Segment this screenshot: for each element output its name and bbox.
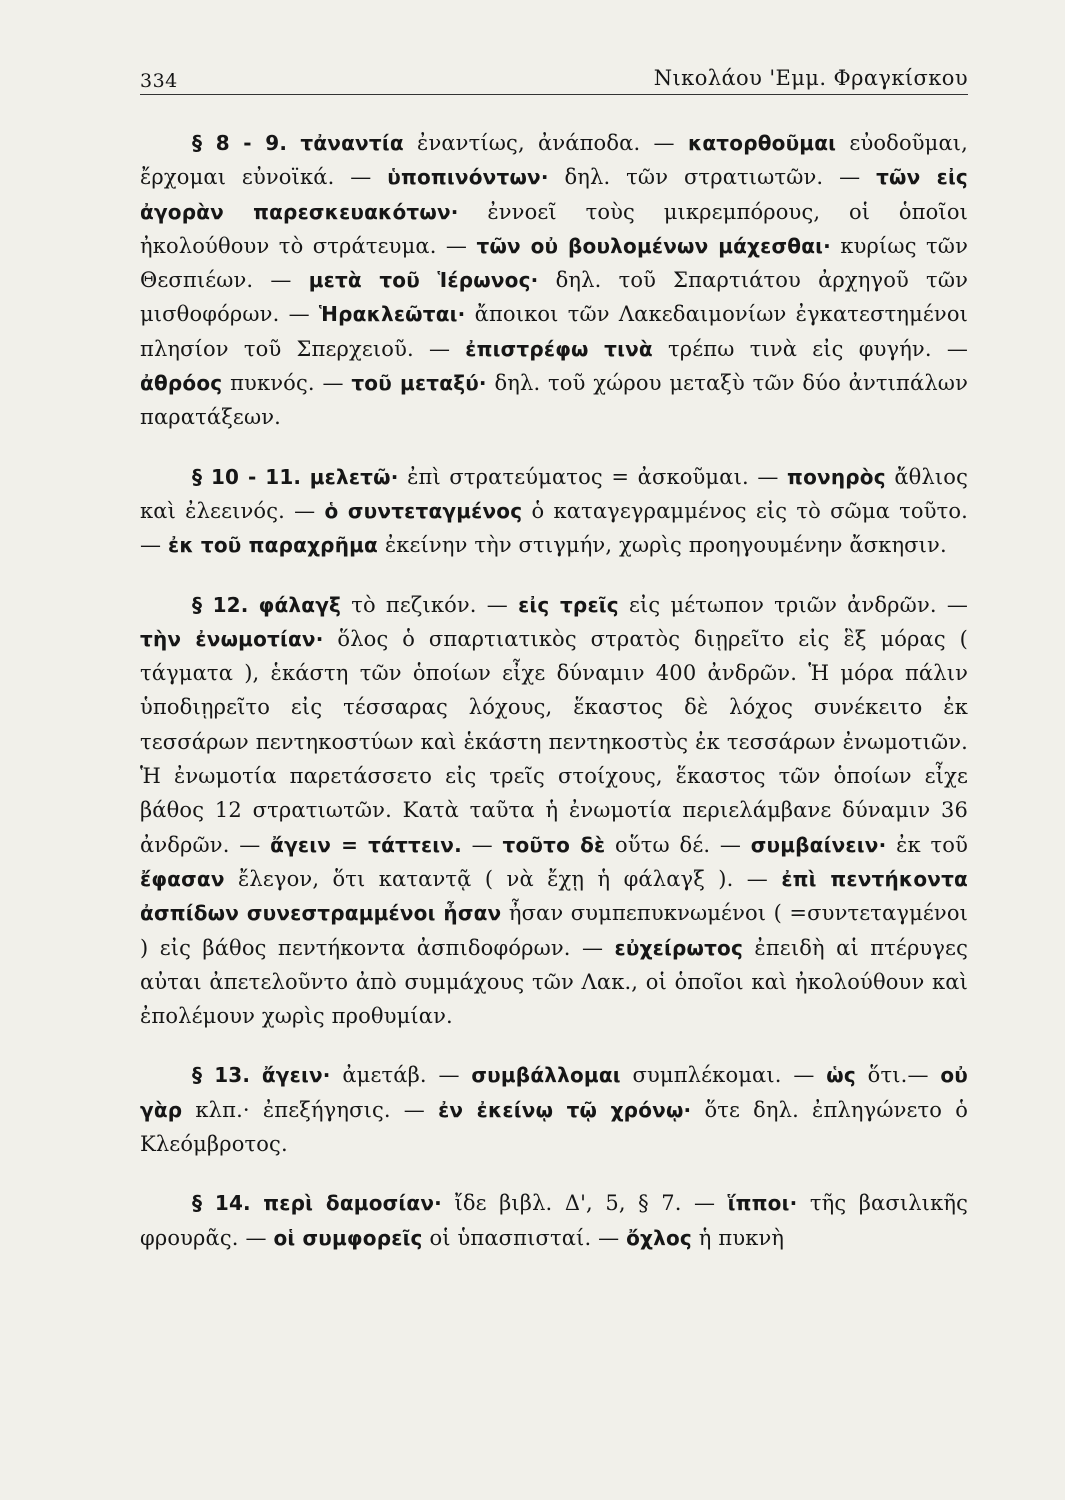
gloss-text: ἄθλιος καὶ ἐλεεινός. —: [140, 464, 969, 523]
gloss-text: ἦσαν συμπεπυκνωμένοι ( =συντεταγμένοι ) εἰς βάθος πεντήκοντα ἀσπιδοφόρων. —: [140, 901, 969, 960]
lemma: συμβαίνειν·: [750, 832, 887, 857]
paragraph-section-8-9: [140, 126, 968, 435]
gloss-text: ὅλος ὁ σπαρτιατικὸς στρατὸς διῃρεῖτο εἰς ἓξ μόρας ( τάγματα ), ἑκάστη τῶν ὁποίων εἶχε δύναμιν 400 ἀνδρῶν. Ἡ μόρα πάλιν ὑποδιῃρεῖτο εἰς τέσσαρας λόχους, ἕκαστος δὲ λόχος συνέκειτο ἐκ τεσσάρων πεντηκοστύων καὶ ἑκάστη πεντηκοστὺς ἐκ τεσσάρων ἐνωμοτιῶν. Ἡ ἐνωμοτία παρετάσσετο εἰς τρεῖς στοίχους, ἕκαστος τῶν ὁποίων εἶχε βάθος 12 στρατιωτῶν. Κατὰ ταῦτα ἡ ἐνωμοτία περιελάμβανε δύναμιν 36 ἀνδρῶν. —: [140, 626, 968, 857]
section-number: § 13.: [192, 1063, 251, 1088]
lemma: φάλαγξ: [258, 592, 342, 617]
page-header: [140, 58, 968, 95]
lemma: τἀναντία: [300, 131, 404, 155]
page-number: 334: [140, 70, 178, 92]
gloss-text: ἐκείνην τὴν στιγμήν, χωρὶς προηγουμένην ἄσκησιν.: [378, 533, 947, 558]
gloss-text: τρέπω τινὰ εἰς φυγήν. —: [652, 336, 968, 361]
paragraph-section-10-11: [140, 460, 968, 563]
lemma: εἰς τρεῖς: [518, 592, 619, 617]
gloss-text: ἐναντίως, ἀνάποδα. —: [403, 131, 688, 155]
lemma: ἔφασαν: [140, 866, 225, 891]
gloss-text: ἐκ τοῦ: [886, 832, 968, 857]
gloss-text: κυρίως τῶν Θεσπιέων. —: [140, 233, 968, 293]
gloss-text: δηλ. τοῦ Σπαρτιάτου ἀρχηγοῦ τῶν μισθοφόρων. —: [140, 268, 969, 327]
lemma: ἐν ἐκείνῳ τῷ χρόνῳ·: [438, 1097, 692, 1122]
gloss-text: ἀμετάβ. —: [330, 1063, 472, 1088]
gloss-text: —: [461, 832, 503, 857]
lemma: συμβάλλομαι: [471, 1063, 621, 1088]
gloss-text: ἴδε βιβλ. Δ', 5, § 7. —: [441, 1191, 728, 1216]
lemma: οὐ γὰρ: [140, 1063, 969, 1122]
lemma: ἄγειν·: [261, 1063, 331, 1088]
gloss-text: [250, 1063, 262, 1087]
gloss-text: ὅτε δηλ. ἐπληγώνετο ὁ Κλεόμβροτος.: [140, 1097, 968, 1157]
lemma: ἐπὶ πεντήκοντα ἀσπίδων συνεστραμμένοι ἦσαν: [140, 866, 968, 926]
gloss-text: [301, 465, 310, 489]
paragraph-section-14: [140, 1186, 968, 1255]
lemma: τῶν οὐ βουλομένων μάχεσθαι·: [476, 233, 831, 258]
paragraph-section-12: [140, 588, 968, 1034]
gloss-text: [248, 593, 258, 617]
gloss-text: ὁ καταγεγραμμένος εἰς τὸ σῶμα τοῦτο. —: [140, 498, 968, 558]
lemma: οἱ συμφορεῖς: [273, 1225, 423, 1250]
gloss-text: τὸ πεζικόν. —: [341, 592, 519, 617]
lemma: μελετῶ·: [309, 464, 399, 489]
gloss-text: πυκνός. —: [222, 371, 352, 396]
lemma: ὑποπινόντων·: [387, 165, 549, 190]
lemma: ἐκ τοῦ παραχρῆμα: [167, 533, 378, 558]
lemma: ὁ συντεταγμένος: [324, 498, 523, 523]
gloss-text: [251, 1191, 263, 1215]
lemma: εὐχείρωτος: [614, 935, 744, 960]
lemma: ὡς: [826, 1063, 856, 1088]
gloss-text: ἐννοεῖ τοὺς μικρεμπόρους, οἱ ὁποῖοι ἠκολούθουν τὸ στράτευμα. —: [140, 199, 968, 258]
gloss-text: τῆς βασιλικῆς φρουρᾶς. —: [140, 1191, 968, 1250]
lemma: μετὰ τοῦ Ἱέρωνος·: [308, 268, 539, 293]
section-number: § 10 - 11.: [192, 464, 302, 489]
gloss-text: ἐπειδὴ αἱ πτέρυγες αὐται ἀπετελοῦντο ἀπὸ συμμάχους τῶν Λακ., οἱ ὁποῖοι καὶ ἠκολούθουν καὶ ἐπολέμουν χωρὶς προθυμίαν.: [140, 935, 968, 1029]
lemma: κατορθοῦμαι: [687, 131, 837, 155]
gloss-text: ἐπὶ στρατεύματος = ἀσκοῦμαι. —: [398, 464, 788, 489]
gloss-text: ἔλεγον, ὅτι καταντᾷ ( νὰ ἔχῃ ἡ φάλαγξ ). —: [224, 866, 782, 891]
lemma: ἐπιστρέφω τινὰ: [465, 336, 653, 361]
gloss-text: δηλ. τῶν στρατιωτῶν. —: [548, 165, 877, 190]
gloss-text: οἱ ὑπασπισταί. —: [422, 1225, 627, 1250]
lemma: περὶ δαμοσίαν·: [263, 1191, 442, 1216]
lemma: τοῦ μεταξύ·: [351, 371, 487, 396]
section-number: § 8 - 9.: [192, 131, 288, 155]
paragraph-section-13: [140, 1058, 968, 1161]
lemma: τὴν ἐνωμοτίαν·: [140, 626, 324, 651]
gloss-text: οὕτω δέ. —: [605, 832, 751, 857]
gloss-text: [287, 131, 300, 155]
gloss-text: εὐοδοῦμαι, ἔρχομαι εὐνοϊκά. —: [140, 131, 969, 190]
section-number: § 12.: [192, 592, 249, 617]
gloss-text: κλπ.· ἐπεξήγησις. —: [182, 1097, 439, 1122]
lemma: ἀθρόος: [140, 371, 223, 396]
gloss-text: ἄποικοι τῶν Λακεδαιμονίων ἐγκατεστημένοι πλησίον τοῦ Σπερχειοῦ. —: [140, 302, 968, 361]
section-number: § 14.: [192, 1191, 251, 1216]
lemma: τῶν εἰς ἀγορὰν παρεσκευακότων·: [140, 165, 968, 224]
commentary-text: [140, 126, 968, 1280]
gloss-text: ὅτι.—: [855, 1063, 941, 1088]
lemma: πονηρὸς: [787, 464, 886, 489]
lemma: ἵπποι·: [727, 1191, 798, 1216]
running-title: Νικολάου 'Εμμ. Φραγκίσκου: [653, 66, 968, 90]
gloss-text: ἡ πυκνὴ: [691, 1225, 785, 1250]
lemma: ἄγειν = τάττειν.: [270, 832, 462, 857]
gloss-text: δηλ. τοῦ χώρου μεταξὺ τῶν δύο ἀντιπάλων παρατάξεων.: [140, 371, 968, 430]
lemma: ὄχλος: [626, 1225, 692, 1250]
gloss-text: συμπλέκομαι. —: [620, 1063, 827, 1088]
lemma: Ἡρακλεῶται·: [318, 302, 466, 327]
gloss-text: εἰς μέτωπον τριῶν ἀνδρῶν. —: [618, 592, 968, 617]
lemma: τοῦτο δὲ: [502, 832, 606, 857]
